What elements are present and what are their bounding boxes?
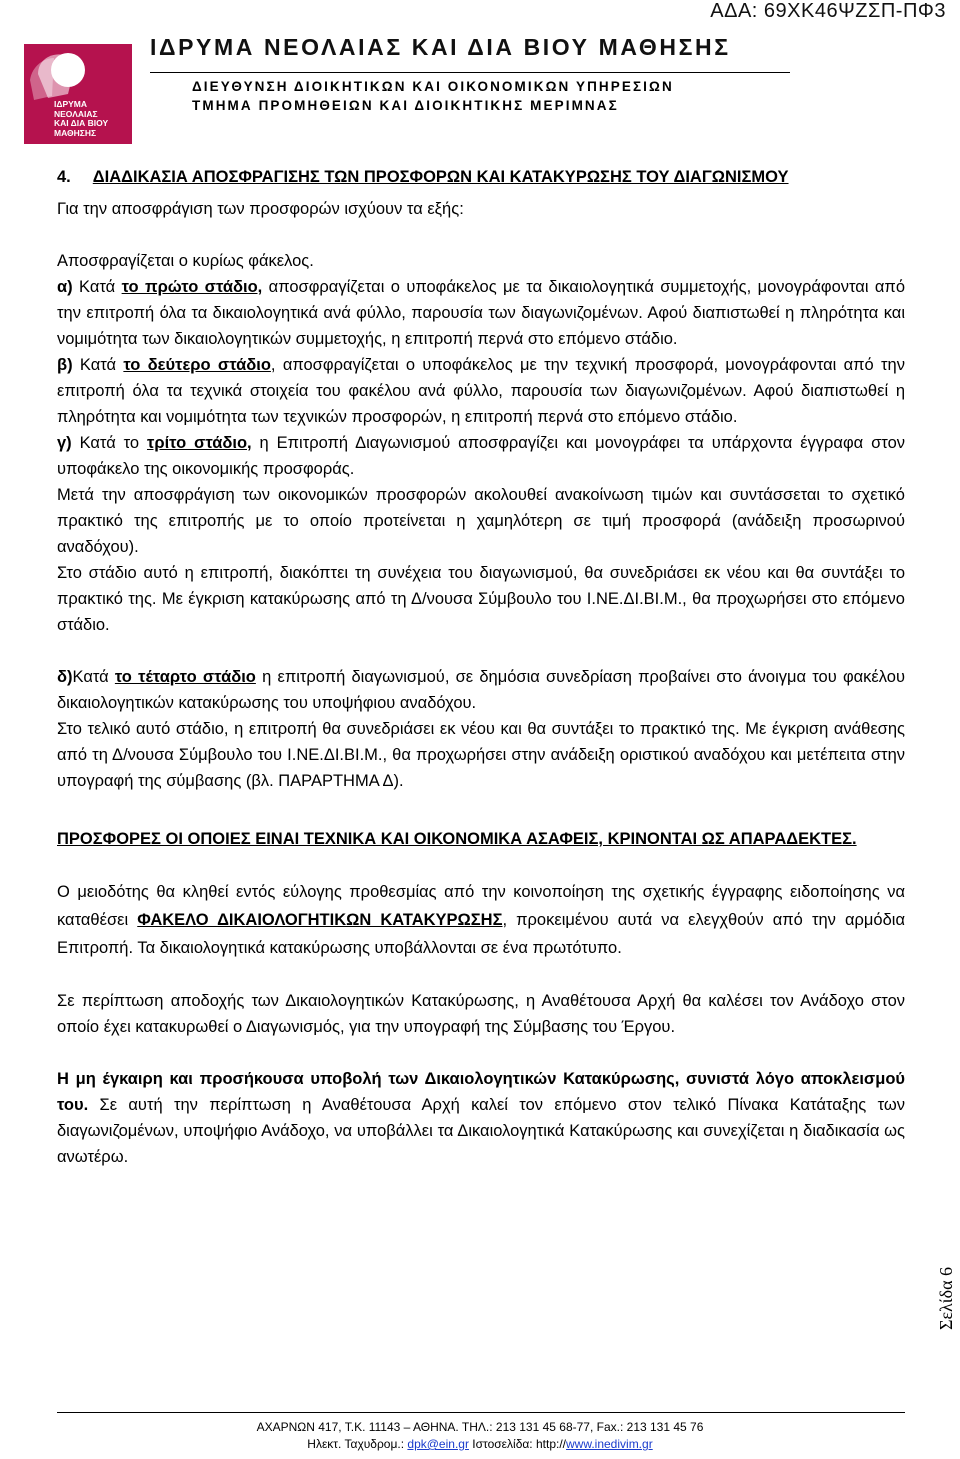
organization-title: ΙΔΡΥΜΑ ΝΕΟΛΑΙΑΣ ΚΑΙ ΔΙΑ ΒΙΟΥ ΜΑΘΗΣΗΣ [150, 34, 731, 60]
section-number: 4. [57, 168, 71, 186]
section-heading [57, 168, 789, 187]
stage-b-title: το δεύτερο στάδιο [123, 356, 271, 374]
bidder-paragraph [57, 878, 905, 962]
stage-b-label: β) [57, 356, 73, 374]
stage-a-pre: Κατά [72, 278, 122, 296]
final-stage-paragraph: Στο τελικό αυτό στάδιο, η επιτροπή θα συνεδριάσει εκ νέου και θα συντάξει το πρακτικό της. Με έγκριση ανάθεσης από τη Δ/νουσα Σύμβουλο του Ι.ΝΕ.ΔΙ.ΒΙ.Μ., θα προχωρήσει στην ανάδειξη οριστικού αναδόχου και μετέπειτα στην υπογραφή της σύμβασης (βλ. ΠΑΡΑΡΤΗΜΑ Δ). [57, 720, 905, 790]
footer-email-link[interactable]: dpk@ein.gr [407, 1437, 469, 1451]
bidder-pre: Ο μειοδότης θα κληθεί εντός εύλογης προθεσμίας από την κοινοποίηση της σχετικής έγγραφης ειδοποίησης να καταθέσει [57, 883, 905, 929]
header-rule [150, 72, 790, 73]
stage-c-text: η Επιτροπή Διαγωνισμού αποσφραγίζει και μονογράφει τα υπάρχοντα έγγραφα στον υποφάκελο της οικονομικής προσφοράς. [57, 434, 906, 478]
department-title: ΤΜΗΜΑ ΠΡΟΜΗΘΕΙΩΝ ΚΑΙ ΔΙΟΙΚΗΤΙΚΗΣ ΜΕΡΙΜΝΑΣ [192, 98, 619, 113]
acceptance-paragraph: Σε περίπτωση αποδοχής των Δικαιολογητικών Κατακύρωσης, η Αναθέτουσα Αρχή θα καλέσει τον Ανάδοχο στον οποίο έχει κατακυρωθεί ο Διαγωνισμός, για την υπογραφή της Σύμβασης του Έργου. [57, 992, 905, 1036]
footer-email-label: Ηλεκτ. Ταχυδρομ.: [307, 1437, 408, 1451]
institution-logo [24, 44, 132, 144]
rejected-offers-notice: ΠΡΟΣΦΟΡΕΣ ΟΙ ΟΠΟΙΕΣ ΕΙΝΑΙ ΤΕΧΝΙΚΑ ΚΑΙ ΟΙΚΟΝΟΜΙΚΑ ΑΣΑΦΕΙΣ, ΚΡΙΝΟΝΤΑΙ ΩΣ ΑΠΑΡΑΔΕΚΤΕΣ. [57, 830, 857, 848]
stage-b-pre: Κατά [72, 356, 124, 374]
footer-site-link[interactable]: www.inedivim.gr [566, 1437, 653, 1451]
page-number-label: Σελίδα 6 [936, 1266, 956, 1330]
stage-a-text: αποσφραγίζεται ο υποφάκελος με τα δικαιολογητικά συμμετοχής, μονογράφονται από την επιτροπή όλα τα δικαιολογητικά ανά φύλλο, παρουσία των διαγωνιζομένων. Αφού διαπιστωθεί η πληρότητα και νομιμότητα των δικαιολογητικών συμμετοχής, η επιτροπή περνά στο επόμενο στάδιο. [57, 278, 905, 348]
stage-a-paragraph [57, 274, 905, 352]
section-title: ΔΙΑΔΙΚΑΣΙΑ ΑΠΟΣΦΡΑΓΙΣΗΣ ΤΩΝ ΠΡΟΣΦΟΡΩΝ ΚΑΙ ΚΑΤΑΚΥΡΩΣΗΣ ΤΟΥ ΔΙΑΓΩΝΙΣΜΟΥ [92, 168, 789, 186]
stage-c-pre: Κατά το [71, 434, 148, 452]
logo-line: ΜΑΘΗΣΗΣ [54, 127, 97, 138]
stage-b-paragraph [57, 352, 905, 430]
interrupt-paragraph: Στο στάδιο αυτό η επιτροπή, διακόπτει τη συνέχεια του διαγωνισμού, θα συνεδριάσει εκ νέου και θα συντάξει το πρακτικό της. Με έγκριση κατακύρωσης από τη Δ/νουσα Σύμβουλο του Ι.ΝΕ.ΔΙ.ΒΙ.Μ., θα προχωρήσει στο επόμενο στάδιο. [57, 564, 905, 634]
intro-paragraph: Για την αποσφράγιση των προσφορών ισχύουν τα εξής: [57, 200, 464, 218]
after-financial-paragraph: Μετά την αποσφράγιση των οικονομικών προσφορών ακολουθεί ανακοίνωση τιμών και συντάσσεται το σχετικό πρακτικό της επιτροπής με το οποίο προτείνεται η χαμηλότερη σε τιμή προσφορά (ανάδειξη προσωρινού αναδόχου). [57, 486, 905, 556]
main-envelope-paragraph: Αποσφραγίζεται ο κυρίως φάκελος. [57, 252, 314, 270]
stage-c-label: γ) [57, 434, 72, 452]
stage-c-title: τρίτο στάδιο, [147, 434, 252, 452]
stage-b-text: , αποσφραγίζεται ο υποφάκελος με την τεχνική προσφορά, μονογράφονται από την επιτροπή όλα τα τεχνικά στοιχεία του φακέλου ανά φύλλο, παρουσία των διαγωνιζομένων. Αφού διαπιστωθεί η πληρότητα και νομιμότητα των τεχνικών προσφορών, η επιτροπή περνά στο επόμενο στάδιο. [57, 356, 905, 426]
document-body [57, 196, 905, 1170]
logo-line: ΚΑΙ ΔΙΑ ΒΙΟΥ [54, 118, 109, 128]
stage-d-label: δ) [57, 668, 73, 686]
stage-d-paragraph [57, 664, 905, 716]
page-number-label-wrap [930, 1250, 960, 1340]
stage-c-paragraph [57, 430, 905, 482]
footer-contact [0, 1437, 960, 1451]
logo-line: ΙΔΡΥΜΑ [54, 99, 88, 109]
stage-d-title: το τέταρτο στάδιο [114, 668, 256, 686]
stage-d-pre: Κατά [72, 668, 115, 686]
stage-a-title: το πρώτο στάδιο, [121, 278, 263, 296]
late-submission-paragraph [57, 1066, 905, 1170]
stage-a-label: α) [57, 278, 73, 296]
late-submission-bold: Η μη έγκαιρη και προσήκουσα υποβολή των Δικαιολογητικών Κατακύρωσης, συνιστά λόγο αποκλεισμού του. [57, 1070, 905, 1114]
bidder-folder: ΦΑΚΕΛΟ ΔΙΚΑΙΟΛΟΓΗΤΙΚΩΝ ΚΑΤΑΚΥΡΩΣΗΣ [137, 911, 503, 929]
late-submission-text: Σε αυτή την περίπτωση η Αναθέτουσα Αρχή καλεί τον επόμενο στον τελικό Πίνακα Κατάταξης των διαγωνιζομένων, υποψήφιο Ανάδοχο, να υποβάλλει τα Δικαιολογητικά Κατακύρωσης και συνεχίζεται η διαδικασία ως ανωτέρω. [57, 1096, 905, 1166]
logo-line: ΝΕΟΛΑΙΑΣ [54, 108, 98, 119]
directorate-title: ΔΙΕΥΘΥΝΣΗ ΔΙΟΙΚΗΤΙΚΩΝ ΚΑΙ ΟΙΚΟΝΟΜΙΚΩΝ ΥΠΗΡΕΣΙΩΝ [192, 79, 674, 94]
ada-code: ΑΔΑ: 69ΧΚ46ΨΖΣΠ-ΠΦ3 [710, 0, 946, 22]
stage-d-text: η επιτροπή διαγωνισμού, σε δημόσια συνεδρίαση προβαίνει στο άνοιγμα του φακέλου δικαιολογητικών κατακύρωσης του υποψήφιου αναδόχου. [57, 668, 905, 712]
footer-rule [57, 1412, 905, 1413]
footer-site-label: Ιστοσελίδα: http:// [468, 1437, 566, 1451]
bidder-post: , προκειμένου αυτά να ελεγχθούν από την αρμόδια Επιτροπή. Τα δικαιολογητικά κατακύρωσης υποβάλλονται σε ένα πρωτότυπο. [57, 911, 906, 957]
footer-address: ΑΧΑΡΝΩΝ 417, Τ.Κ. 11143 – ΑΘΗΝΑ. ΤΗΛ.: 213 131 45 68-77, Fax.: 213 131 45 76 [256, 1420, 704, 1434]
